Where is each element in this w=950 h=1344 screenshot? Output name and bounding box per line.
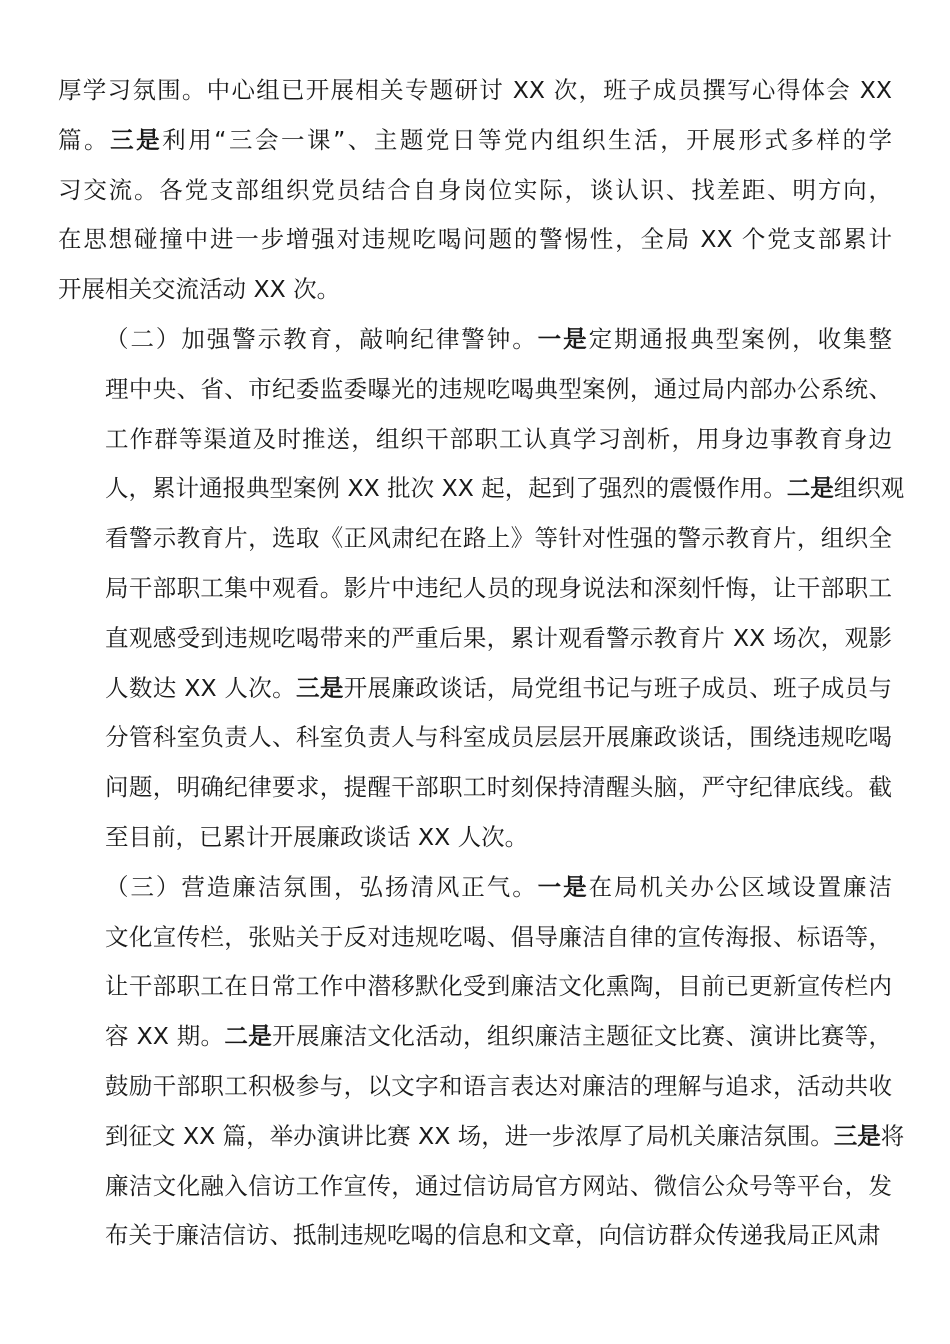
text-run: 容 XX 期。: [105, 1022, 225, 1051]
text-line: [58, 913, 892, 963]
text-line: [58, 514, 892, 564]
text-line: [58, 614, 892, 664]
text-line: [58, 813, 892, 863]
text-run: （三）营造廉洁氛围，弘扬清风正气。: [105, 872, 538, 901]
text-line: [58, 215, 892, 265]
text-run: 到征文 XX 篇，举办演讲比赛 XX 场，进一步浓厚了局机关廉洁氛围。: [105, 1121, 834, 1150]
text-line: [58, 415, 892, 465]
document-page: [58, 66, 905, 1261]
bold-run: 一是: [537, 872, 589, 901]
text-line: [58, 863, 892, 913]
text-run: 文化宣传栏，张贴关于反对违规吃喝、倡导廉洁自律的宣传海报、标语等，: [105, 922, 892, 951]
text-run: 篇。: [58, 125, 111, 154]
text-run: 看警示教育片，选取《正风肃纪在路上》等针对性强的警示教育片，组织全: [105, 524, 892, 553]
paragraph: [58, 315, 905, 863]
text-run: 在局机关办公区域设置廉洁: [588, 872, 893, 901]
text-line: [58, 564, 892, 614]
text-run: 让干部职工在日常工作中潜移默化受到廉洁文化熏陶，目前已更新宣传栏内: [105, 972, 892, 1001]
text-line: [58, 464, 905, 514]
text-run: 开展相关交流活动 XX 次。: [58, 275, 341, 304]
text-run: （二）加强警示教育，敲响纪律警钟。: [105, 324, 538, 353]
text-run: 利用“三会一课”、主题党日等党内组织生活，开展形式多样的学: [162, 125, 893, 154]
text-run: 将: [880, 1121, 905, 1150]
text-run: 直观感受到违规吃喝带来的严重后果，累计观看警示教育片 XX 场次，观影: [105, 623, 892, 652]
text-line: [58, 365, 892, 415]
text-line: [58, 664, 892, 714]
text-line: [58, 962, 892, 1012]
text-run: 分管科室负责人、科室负责人与科室成员层层开展廉政谈话，围绕违规吃喝: [105, 723, 892, 752]
text-line: [58, 116, 892, 166]
text-run: 鼓励干部职工积极参与，以文字和语言表达对廉洁的理解与追求，活动共收: [105, 1071, 892, 1100]
text-run: 人数达 XX 人次。: [105, 673, 296, 702]
paragraph: [58, 863, 905, 1261]
text-line: [58, 1211, 892, 1261]
text-run: 组织观: [833, 474, 905, 503]
bold-run: 三是: [833, 1121, 881, 1150]
text-line: [58, 1062, 892, 1112]
text-run: 在思想碰撞中进一步增强对违规吃喝问题的警惕性，全局 XX 个党支部累计: [58, 225, 892, 254]
bold-run: 二是: [786, 474, 834, 503]
text-run: 局干部职工集中观看。影片中违纪人员的现身说法和深刻忏悔，让干部职工: [105, 573, 892, 602]
text-line: [58, 1012, 892, 1062]
text-line: [58, 66, 892, 116]
text-run: 人，累计通报典型案例 XX 批次 XX 起，起到了强烈的震慑作用。: [105, 474, 787, 503]
text-line: [58, 1112, 905, 1162]
text-run: 廉洁文化融入信访工作宣传，通过信访局官方网站、微信公众号等平台，发: [105, 1171, 892, 1200]
text-line: [58, 265, 892, 315]
text-line: [58, 763, 892, 813]
text-run: 布关于廉洁信访、抵制违规吃喝的信息和文章，向信访群众传递我局正风肃: [105, 1221, 881, 1250]
text-run: 工作群等渠道及时推送，组织干部职工认真学习剖析，用身边事教育身边: [105, 424, 892, 453]
text-run: 至目前，已累计开展廉政谈话 XX 人次。: [105, 822, 529, 851]
text-run: 开展廉政谈话，局党组书记与班子成员、班子成员与: [343, 673, 893, 702]
text-run: 习交流。各党支部组织党员结合自身岗位实际，谈认识、找差距、明方向，: [58, 175, 892, 204]
text-line: [58, 713, 892, 763]
text-run: 定期通报典型案例，收集整: [588, 324, 893, 353]
text-line: [58, 166, 892, 216]
text-run: 问题，明确纪律要求，提醒干部职工时刻保持清醒头脑，严守纪律底线。截: [105, 773, 892, 802]
paragraph: [58, 66, 892, 315]
bold-run: 二是: [224, 1022, 273, 1051]
bold-run: 三是: [110, 125, 163, 154]
text-line: [58, 315, 892, 365]
text-run: 开展廉洁文化活动，组织廉洁主题征文比赛、演讲比赛等，: [272, 1022, 893, 1051]
bold-run: 一是: [537, 324, 589, 353]
text-run: 理中央、省、市纪委监委曝光的违规吃喝典型案例，通过局内部办公系统、: [105, 374, 892, 403]
text-run: 厚学习氛围。中心组已开展相关专题研讨 XX 次，班子成员撰写心得体会 XX: [58, 76, 892, 104]
bold-run: 三是: [295, 673, 344, 702]
text-line: [58, 1162, 892, 1212]
